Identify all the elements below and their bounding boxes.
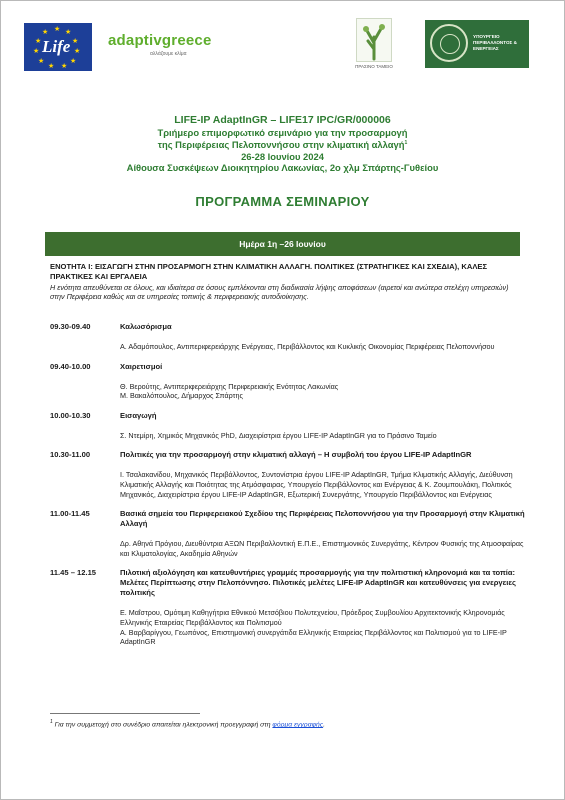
- session-time: 10.30-11.00: [50, 450, 91, 460]
- logo-row: [0, 18, 565, 76]
- session-speakers: Δρ. Αθηνά Πρόγιου, Διευθύντρια ΑΞΩΝ Περιβαλλοντική Ε.Π.Ε., Επιστημονικός Συνεργάτης, Κέντρον Φυσικής της Ατμοσφαίρας και Κλιματολογίας, Ακαδημία Αθηνών: [120, 539, 524, 558]
- green-fund-logo: [348, 18, 400, 76]
- session-time: 11.00-11.45: [50, 509, 90, 519]
- seminar-venue: Αίθουσα Συσκέψεων Διοικητηρίου Λακωνίας, 2ο χλμ Σπάρτης-Γυθείου: [126, 162, 439, 174]
- session-title: Πιλοτική αξιολόγηση και κατευθυντήριες γραμμές προσαρμογής για την πολιτιστική κληρονομιά και τα τοπία: Μελέτες Περίπτωσης στην Πελοπόννησο. Πιλοτικές μελέτες LIFE-IP AdaptInGR και κατευθύνσεις για ενεργειες πολιτικής: [120, 568, 516, 598]
- seminar-dates: 26-28 Ιουνίου 2024: [241, 150, 324, 162]
- eu-life-logo: ★ ★ ★ ★ ★ ★ ★ ★ ★ ★ ★ Life: [24, 23, 92, 71]
- tree-icon: [356, 18, 392, 62]
- session-speakers: Ε. Μαΐστρου, Ομότιμη Καθηγήτρια Εθνικού Μετσόβιου Πολυτεχνείου, Πρόεδρος Συμβουλίου Αρχιτεκτονικής Κληρονομιάς Ελληνικής Εταιρείας Περιβάλλοντος και Πολιτισμού Α. Βαρβαρίγγου, Γεωπόνος, Επιστημονική συνεργάτιδα Ελληνικής Εταιρείας Περιβάλλοντος και Πολιτισμού για το LIFE-IP AdaptInGR: [120, 608, 507, 647]
- ministry-label: ΥΠΟΥΡΓΕΙΟ ΠΕΡΙΒΑΛΛΟΝΤΟΣ & ΕΝΕΡΓΕΙΑΣ: [473, 34, 517, 51]
- session-title: Καλωσόρισμα: [120, 322, 172, 331]
- session-item: [50, 568, 525, 646]
- session-row: [50, 411, 525, 421]
- session-item: [50, 509, 525, 558]
- unit-intro: Η ενότητα απευθύνεται σε όλους, και ιδιαίτερα σε όσους εμπλέκονται στη διαδικασία λήψης αποφάσεων (αιρετοί και ανώτερα στελέχη υπηρεσιών) στην Περιφέρεια καθώς και σε υπηρεσίες τοπικής & περιφερειακής αυτοδιοίκησης.: [50, 283, 509, 302]
- footnote-end: .: [323, 721, 325, 729]
- session-time: 09.40-10.00: [50, 361, 91, 371]
- session-speakers: Θ. Βερούτης, Αντιπεριφερειάρχης Περιφερειακής Ενότητας Λακωνίας Μ. Βακαλόπουλος, Δήμαρχος Σπάρτης: [120, 381, 339, 401]
- session-item: [50, 362, 525, 401]
- session-speakers: Α. Αδαμόπουλος, Αντιπεριφερειάρχης Ενέργειας, Περιβάλλοντος και Κυκλικής Οικονομίας Περιφέρειας Πελοποννήσου: [120, 342, 495, 351]
- footnote-mark: 1: [50, 719, 53, 725]
- adaptivgreece-tagline: αλλάζουμε κλίμα: [150, 51, 187, 57]
- footnote-ref: 1: [404, 140, 408, 147]
- session-speakers: Σ. Ντεμίρη, Χημικός Μηχανικός PhD, Διαχειρίστρια έργου LIFE-IP AdaptInGR για το Πράσινο Ταμείο: [120, 430, 437, 440]
- footnote-divider: [50, 713, 200, 714]
- session-list: [50, 322, 525, 657]
- unit-section: [50, 262, 520, 302]
- session-title: Εισαγωγή: [120, 410, 157, 420]
- registration-form-link[interactable]: φόρμα εγγραφής: [272, 721, 324, 729]
- program-heading: ΠΡΟΓΡΑΜΜΑ ΣΕΜΙΝΑΡΙΟΥ: [195, 194, 370, 209]
- project-code: LIFE-IP AdaptInGR – LIFE17 IPC/GR/000006: [174, 114, 391, 126]
- unit-heading: ΕΝΟΤΗΤΑ Ι: ΕΙΣΑΓΩΓΗ ΣΤΗΝ ΠΡΟΣΑΡΜΟΓΗ ΣΤΗΝ ΚΛΙΜΑΤΙΚΗ ΑΛΛΑΓΗ. ΠΟΛΙΤΙΚΕΣ (ΣΤΡΑΤΗΓΙΚΕΣ ΚΑΙ ΣΧΕΔΙΑ), ΚΑΛΕΣ ΠΡΑΚΤΙΚΕΣ ΚΑΙ ΕΡΓΑΛΕΙΑ: [50, 262, 488, 281]
- session-time: 09.30-09.40: [50, 322, 91, 331]
- session-item: [50, 411, 525, 441]
- session-row: [50, 568, 525, 598]
- ministry-logo: [425, 20, 529, 68]
- session-row: [50, 450, 525, 460]
- footnote-text: Για την συμμετοχή στο συνέδριο απαιτείται ηλεκτρονική προεγγραφή στη: [54, 721, 273, 729]
- session-row: [50, 322, 525, 332]
- footnote: [50, 719, 530, 728]
- session-row: [50, 362, 525, 372]
- session-item: [50, 322, 525, 352]
- seminar-title-line-2-text: της Περιφέρειας Πελοποννήσου στην κλιματική αλλαγή: [157, 139, 405, 151]
- ministry-emblem-icon: [430, 24, 468, 62]
- session-row: [50, 509, 525, 529]
- day-header-bar: Ημέρα 1η –26 Ιουνίου: [45, 232, 520, 256]
- session-title: Πολιτικές για την προσαρμογή στην κλιματική αλλαγή – Η συμβολή του έργου LIFE-IP AdaptInGR: [120, 450, 472, 460]
- seminar-title-block: [20, 114, 545, 174]
- green-fund-label: ΠΡΑΣΙΝΟ ΤΑΜΕΙΟ: [355, 64, 393, 69]
- life-logo-text: Life: [42, 37, 71, 56]
- session-title: Βασικά σημεία του Περιφερειακού Σχεδίου της Περιφέρειας Πελοποννήσου για την Προσαρμογή στην Κλιματική Αλλαγή: [120, 509, 525, 529]
- adaptivgreece-brand: adaptivgreece: [108, 32, 212, 49]
- session-speakers: Ι. Τσαλακανίδου, Μηχανικός Περιβάλλοντος, Συντονίστρια έργου LIFE-IP AdaptInGR, Τμήμα Κλιματικής Αλλαγής, Διεύθυνση Κλιματικής Αλλαγής και Ποιότητας της Ατμόσφαιρας, Υπουργείο Περιβάλλοντος και Ενέργειας & Κ. Ζουμπουλάκη, Πολιτικός Μηχανικός, Διαχειρίστρια έργου LIFE-IP AdaptInGR, Εξωτερική Συνεργάτης, Υπουργείο Περιβάλλοντος και Ενέργειας: [120, 470, 513, 499]
- session-title: Χαιρετισμοί: [120, 361, 163, 371]
- session-time: 10.00-10.30: [50, 410, 91, 420]
- adaptivgreece-logo: [108, 32, 211, 57]
- session-item: [50, 450, 525, 499]
- session-time: 11.45 – 12.15: [50, 568, 97, 578]
- seminar-title-line-2: [20, 138, 545, 151]
- seminar-title-line-1: Τριήμερο επιμορφωτικό σεμινάριο για την προσαρμογή: [157, 127, 408, 138]
